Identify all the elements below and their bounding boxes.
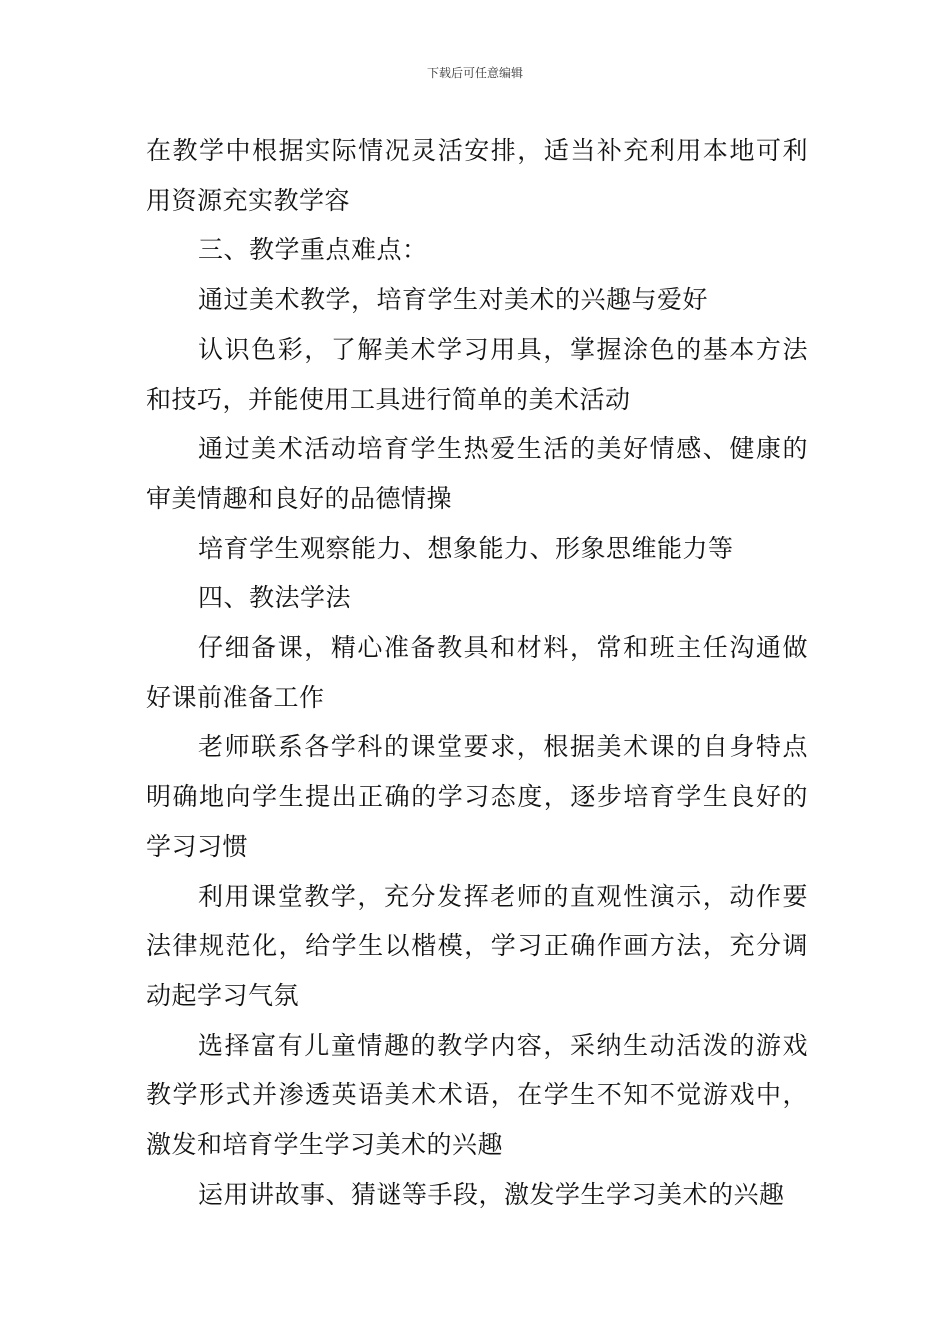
paragraph: 老师联系各学科的课堂要求，根据美术课的自身特点明确地向学生提出正确的学习态度，逐步培育学生良好的学习习惯 xyxy=(146,732,808,861)
paragraph: 选择富有儿童情趣的教学内容，采纳生动活泼的游戏教学形式并渗透英语美术术语，在学生不知不觉游戏中，激发和培育学生学习美术的兴趣 xyxy=(146,1030,808,1160)
section-heading: 四、教法学法 xyxy=(198,583,352,613)
section-heading: 三、教学重点难点： xyxy=(198,235,428,265)
paragraph: 培育学生观察能力、想象能力、形象思维能力等 xyxy=(198,533,734,563)
paragraph: 认识色彩，了解美术学习用具，掌握涂色的基本方法和技巧，并能使用工具进行简单的美术活动 xyxy=(146,334,808,414)
page-header-note: 下载后可任意编辑 xyxy=(426,66,523,80)
paragraph: 运用讲故事、猜谜等手段，激发学生学习美术的兴趣 xyxy=(198,1179,785,1209)
paragraph: 仔细备课，精心准备教具和材料，常和班主任沟通做好课前准备工作 xyxy=(146,633,808,712)
paragraph: 利用课堂教学，充分发挥老师的直观性演示，动作要法律规范化，给学生以楷模，学习正确作画方法，充分调动起学习气氛 xyxy=(146,881,808,1010)
paragraph: 通过美术教学，培育学生对美术的兴趣与爱好 xyxy=(198,285,709,315)
paragraph: 通过美术活动培育学生热爱生活的美好情感、健康的审美情趣和良好的品德情操 xyxy=(146,434,808,513)
paragraph: 在教学中根据实际情况灵活安排，适当补充利用本地可利用资源充实教学容 xyxy=(146,136,808,215)
document-body xyxy=(146,126,808,1219)
